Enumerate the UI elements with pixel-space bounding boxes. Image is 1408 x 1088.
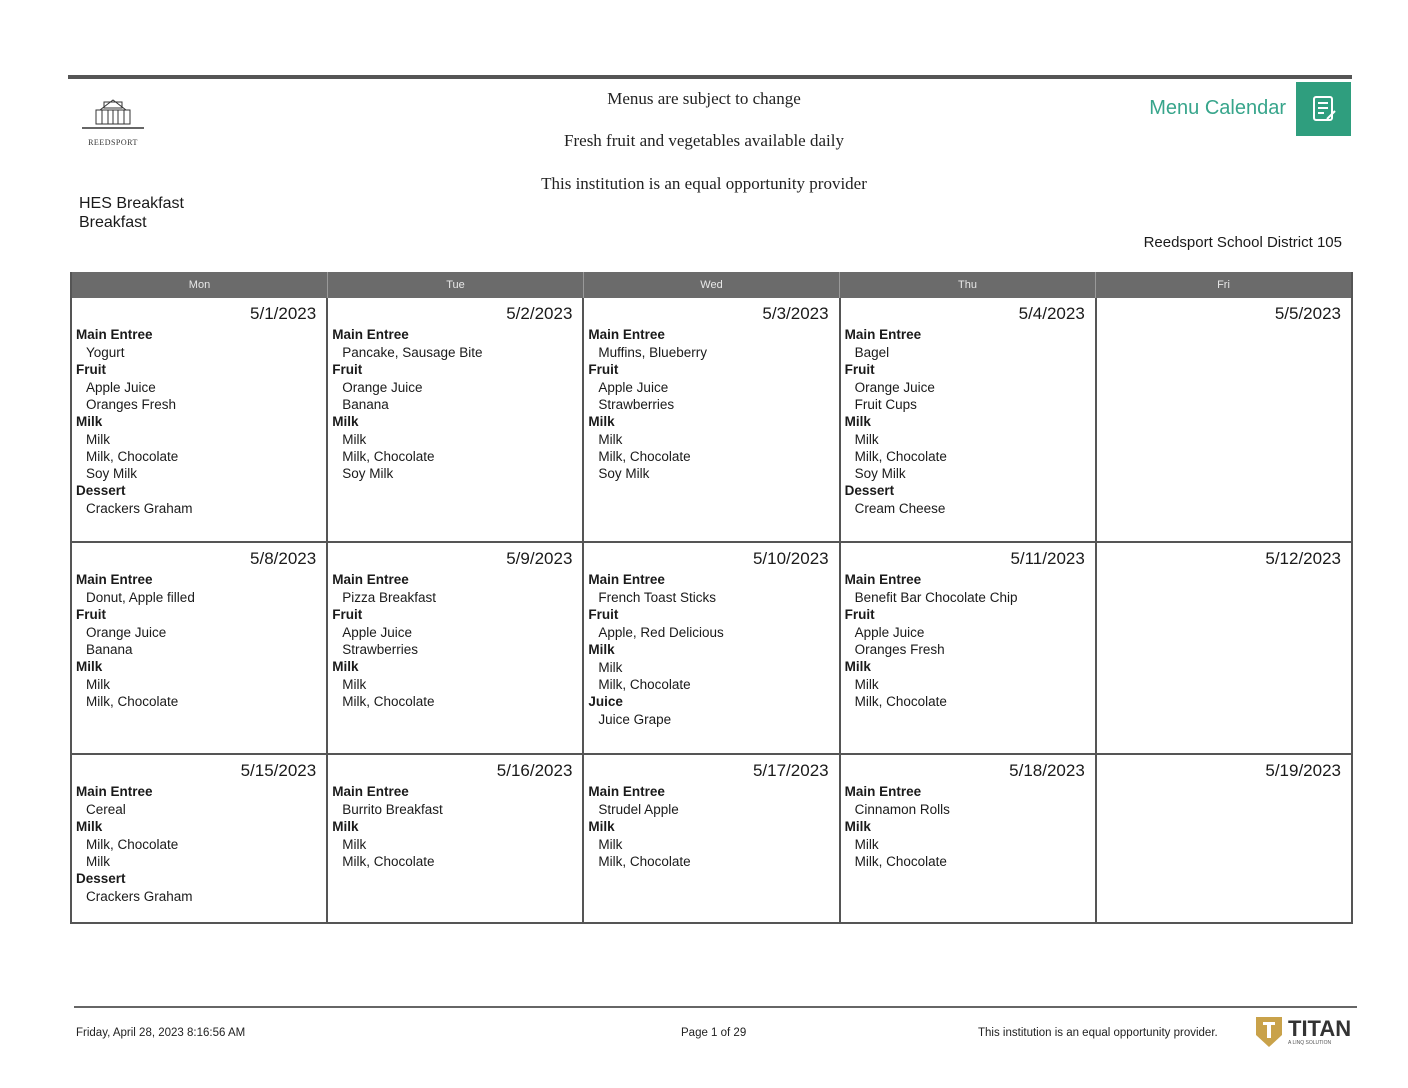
day-cell [72, 755, 328, 922]
menu-item: Crackers Graham [86, 889, 193, 904]
menu-item: Yogurt [86, 345, 125, 360]
day-cell [72, 298, 328, 541]
menu-item: Milk [342, 432, 367, 447]
menu-item: Milk, Chocolate [854, 694, 947, 709]
menu-category: Main Entree [76, 784, 153, 799]
menu-item: Cereal [86, 802, 126, 817]
meal-type: Breakfast [79, 214, 147, 231]
menu-item: Burrito Breakfast [342, 802, 443, 817]
footer-page-number: Page 1 of 29 [681, 1027, 747, 1039]
menu-item: Milk [86, 854, 110, 869]
menu-category: Milk [332, 414, 359, 429]
menu-item: Juice Grape [598, 712, 672, 727]
menu-category: Milk [76, 819, 103, 834]
day-cell [72, 543, 328, 753]
day-date: 5/19/2023 [1265, 761, 1342, 780]
menu-category: Fruit [332, 362, 363, 377]
menu-category: Main Entree [332, 784, 409, 799]
menu-item: Banana [342, 397, 389, 412]
header-rule [68, 75, 1352, 79]
menu-category: Fruit [844, 607, 875, 622]
menu-item: Milk, Chocolate [854, 854, 947, 869]
footer-timestamp: Friday, April 28, 2023 8:16:56 AM [76, 1027, 246, 1039]
menu-item: Milk [86, 677, 110, 692]
day-date: 5/2/2023 [506, 304, 573, 323]
menu-item: Milk, Chocolate [598, 449, 691, 464]
menu-category: Fruit [332, 607, 363, 622]
menu-category: Main Entree [332, 327, 409, 342]
menu-item: Strawberries [342, 642, 418, 657]
day-header-mon: Mon [72, 272, 328, 298]
district-logo [78, 98, 148, 150]
footer-rule [74, 1006, 1357, 1008]
day-cell [328, 755, 584, 922]
day-date: 5/10/2023 [752, 549, 829, 568]
menu-category: Fruit [76, 607, 106, 622]
menu-category: Fruit [588, 607, 619, 622]
menu-category: Milk [588, 819, 615, 834]
menu-item: Milk [342, 677, 367, 692]
day-cell [841, 298, 1097, 541]
menu-item: Milk [342, 837, 367, 852]
menu-item: Milk [854, 677, 879, 692]
day-date: 5/1/2023 [250, 304, 317, 323]
menu-category: Juice [588, 694, 623, 709]
menu-item: Soy Milk [342, 466, 394, 481]
menu-item: Oranges Fresh [86, 397, 177, 412]
menu-item: Pancake, Sausage Bite [342, 345, 483, 360]
day-date: 5/17/2023 [752, 761, 829, 780]
menu-category: Dessert [76, 483, 126, 498]
notice-subject-to-change: Menus are subject to change [607, 89, 801, 108]
menu-category: Milk [588, 642, 615, 657]
menu-item: Milk [598, 660, 623, 675]
building-logo-icon [78, 98, 148, 138]
menu-category: Milk [844, 659, 871, 674]
menu-document-icon [1309, 94, 1339, 124]
day-date: 5/4/2023 [1018, 304, 1085, 323]
day-date: 5/11/2023 [1010, 549, 1085, 568]
day-cell [841, 543, 1097, 753]
menu-calendar-badge [1296, 82, 1351, 136]
titan-shield-icon [1254, 1015, 1284, 1049]
menu-item: Milk, Chocolate [342, 854, 435, 869]
day-cell [584, 543, 840, 753]
menu-category: Main Entree [76, 572, 153, 587]
menu-category: Milk [332, 819, 359, 834]
menu-item: Cinnamon Rolls [854, 802, 950, 817]
menu-category: Milk [844, 414, 871, 429]
menu-item: Milk, Chocolate [86, 449, 179, 464]
day-cell [1097, 298, 1351, 541]
day-cell [328, 543, 584, 753]
menu-item: Soy Milk [854, 466, 906, 481]
day-cell [1097, 755, 1351, 922]
menu-item: Milk [854, 837, 879, 852]
menu-item: Bagel [854, 345, 890, 360]
school-title [79, 194, 184, 232]
menu-category: Dessert [76, 871, 126, 886]
day-header-thu: Thu [840, 272, 1096, 298]
calendar-weeks [72, 298, 1351, 922]
footer-provider-notice: This institution is an equal opportunity provider. [978, 1027, 1218, 1039]
day-date: 5/18/2023 [1009, 761, 1085, 780]
menu-item: Apple Juice [854, 625, 925, 640]
menu-calendar-grid [70, 272, 1353, 924]
menu-item: Apple Juice [86, 380, 156, 395]
day-date: 5/12/2023 [1265, 549, 1342, 568]
menu-item: Milk, Chocolate [598, 677, 691, 692]
menu-category: Main Entree [588, 784, 665, 799]
menu-category: Milk [332, 659, 359, 674]
menu-item: Milk, Chocolate [86, 837, 179, 852]
menu-item: Crackers Graham [86, 501, 193, 516]
menu-item: Milk, Chocolate [86, 694, 179, 709]
titan-logo [1254, 1014, 1359, 1050]
day-cell [1097, 543, 1351, 753]
menu-item: Soy Milk [598, 466, 650, 481]
calendar-week [72, 753, 1351, 922]
district-name: Reedsport School District 105 [1143, 234, 1342, 251]
menu-item: Strawberries [598, 397, 675, 412]
notice-fresh-fruit: Fresh fruit and vegetables available daily [564, 131, 844, 150]
school-name: HES Breakfast [79, 195, 184, 212]
menu-item: Apple Juice [342, 625, 412, 640]
day-date: 5/5/2023 [1274, 304, 1342, 323]
menu-item: Milk, Chocolate [342, 694, 435, 709]
menu-category: Main Entree [76, 327, 153, 342]
logo-text: REEDSPORT [88, 138, 138, 147]
day-cell [841, 755, 1097, 922]
calendar-week [72, 298, 1351, 541]
menu-item: Strudel Apple [598, 802, 679, 817]
weekday-header [72, 272, 1351, 298]
menu-category: Main Entree [844, 327, 922, 342]
menu-calendar-label: Menu Calendar [1149, 97, 1286, 119]
menu-item: Cream Cheese [854, 501, 946, 516]
menu-category: Fruit [844, 362, 875, 377]
titan-tagline: A LINQ SOLUTION [1288, 1040, 1332, 1046]
menu-category: Fruit [76, 362, 106, 377]
day-date: 5/15/2023 [240, 761, 317, 780]
menu-category: Milk [76, 414, 103, 429]
menu-item: Banana [86, 642, 133, 657]
menu-item: Milk [86, 432, 110, 447]
menu-item: Milk, Chocolate [598, 854, 691, 869]
menu-category: Milk [76, 659, 103, 674]
day-cell [584, 755, 840, 922]
menu-item: Apple Juice [598, 380, 669, 395]
menu-category: Main Entree [844, 784, 922, 799]
menu-item: Orange Juice [342, 380, 423, 395]
menu-category: Main Entree [588, 327, 665, 342]
menu-item: Pizza Breakfast [342, 590, 436, 605]
menu-item: Muffins, Blueberry [598, 345, 707, 360]
day-header-fri: Fri [1217, 279, 1230, 291]
day-date: 5/8/2023 [250, 549, 317, 568]
day-cell [328, 298, 584, 541]
day-date: 5/3/2023 [762, 304, 829, 323]
menu-item: Oranges Fresh [854, 642, 945, 657]
menu-item: Orange Juice [854, 380, 935, 395]
menu-item: Milk, Chocolate [854, 449, 947, 464]
menu-category: Main Entree [588, 572, 665, 587]
menu-category: Dessert [844, 483, 895, 498]
menu-category: Milk [588, 414, 615, 429]
menu-category: Main Entree [332, 572, 409, 587]
calendar-week [72, 541, 1351, 753]
menu-item: Milk, Chocolate [342, 449, 435, 464]
day-date: 5/9/2023 [506, 549, 573, 568]
notice-equal-opportunity: This institution is an equal opportunity provider [541, 174, 867, 193]
menu-item: Orange Juice [86, 625, 167, 640]
day-cell [584, 298, 840, 541]
menu-category: Milk [844, 819, 871, 834]
menu-item: Apple, Red Delicious [598, 625, 724, 640]
menu-item: Milk [598, 432, 623, 447]
day-header-tue: Tue [328, 272, 584, 298]
menu-item: Fruit Cups [854, 397, 917, 412]
day-header-wed: Wed [584, 272, 840, 298]
titan-wordmark: TITAN [1288, 1016, 1352, 1041]
menu-item: Milk [598, 837, 623, 852]
menu-item: Benefit Bar Chocolate Chip [854, 590, 1018, 605]
menu-item: Milk [854, 432, 879, 447]
menu-item: French Toast Sticks [598, 590, 716, 605]
menu-item: Donut, Apple filled [86, 590, 195, 605]
menu-item: Soy Milk [86, 466, 138, 481]
menu-category: Fruit [588, 362, 619, 377]
day-date: 5/16/2023 [496, 761, 573, 780]
menu-category: Main Entree [844, 572, 922, 587]
